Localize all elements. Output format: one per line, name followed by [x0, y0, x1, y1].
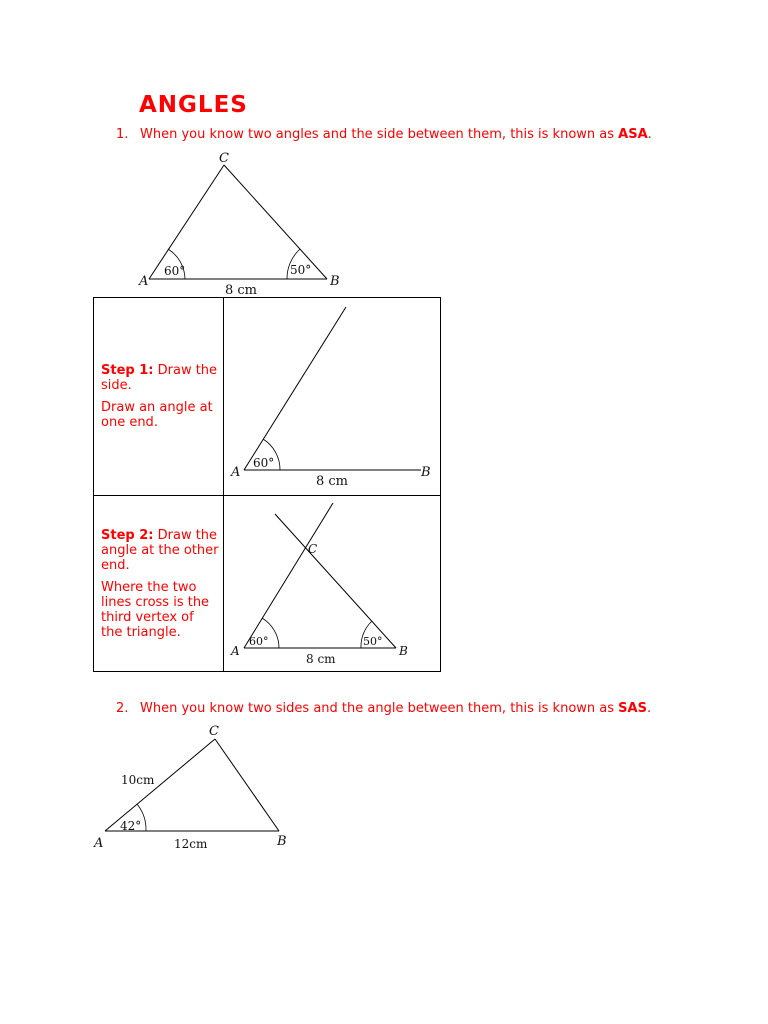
vertex-b-label: B — [399, 643, 408, 658]
list-item-asa — [116, 127, 652, 142]
list-end: . — [647, 127, 652, 142]
list-text: When you know two sides and the angle between them, this is known as — [140, 701, 619, 716]
line-from-b — [275, 514, 396, 648]
side-label: 8 cm — [316, 473, 349, 489]
angle-a-label: 60° — [253, 455, 275, 470]
asa-term: ASA — [618, 127, 648, 142]
side-bc — [215, 739, 279, 831]
angle-b-label: 50° — [290, 263, 312, 277]
list-end: . — [646, 701, 652, 716]
step-1-label: Step 1: — [101, 363, 154, 378]
vertex-a-label: A — [231, 643, 240, 658]
step-1-detail: Draw an angle at one end. — [101, 400, 213, 430]
line-from-a — [244, 503, 333, 648]
angle-a-label: 60° — [164, 264, 186, 278]
vertex-a-label: A — [94, 836, 104, 851]
vertex-a-label: A — [139, 274, 149, 289]
side-label: 8 cm — [306, 651, 336, 666]
side-ab-label: 12cm — [174, 837, 208, 851]
vertex-b-label: B — [277, 834, 287, 849]
step-2-label: Step 2: — [101, 527, 154, 543]
angle-line — [244, 307, 346, 470]
step-2-detail: Where the two lines cross is the third vertex of the triangle. — [101, 579, 210, 640]
side-ac-label: 10cm — [121, 773, 155, 787]
list-number: 2. — [116, 701, 129, 716]
angle-a-label: 42° — [120, 819, 142, 833]
step-1-instruction — [101, 363, 219, 393]
vertex-a-label: A — [231, 464, 241, 480]
step-1-text: Draw the side. — [101, 363, 218, 393]
list-number: 1. — [116, 127, 129, 142]
sas-term: SAS — [618, 701, 647, 716]
step-2-instruction — [101, 528, 219, 573]
step-2-figure — [224, 497, 440, 671]
list-text: When you know two angles and the side between them, this is known as — [140, 127, 619, 142]
list-item-sas — [116, 701, 651, 716]
angle-b-label: 50° — [363, 634, 383, 648]
asa-triangle-figure — [135, 146, 345, 298]
vertex-c-label: C — [209, 724, 219, 739]
vertex-b-label: B — [330, 274, 340, 289]
step-1-text-cell — [94, 298, 224, 496]
step-2-text-cell — [94, 496, 224, 672]
vertex-c-label: C — [308, 541, 318, 556]
side-ac — [149, 165, 224, 279]
step-row-2 — [94, 496, 441, 672]
steps-table — [93, 297, 441, 672]
step-row-1 — [94, 298, 441, 496]
side-ab-label: 8 cm — [225, 283, 258, 298]
vertex-c-label: C — [219, 151, 229, 166]
page-title: ANGLES — [139, 92, 248, 118]
step-1-figure-cell — [224, 298, 441, 496]
side-bc — [224, 165, 327, 279]
angle-a-label: 60° — [249, 634, 269, 648]
step-1-figure — [224, 299, 440, 495]
sas-triangle-figure — [90, 720, 300, 854]
vertex-b-label: B — [421, 464, 431, 480]
step-2-text: Draw the angle at the other end. — [101, 527, 219, 573]
step-2-figure-cell — [224, 496, 441, 672]
